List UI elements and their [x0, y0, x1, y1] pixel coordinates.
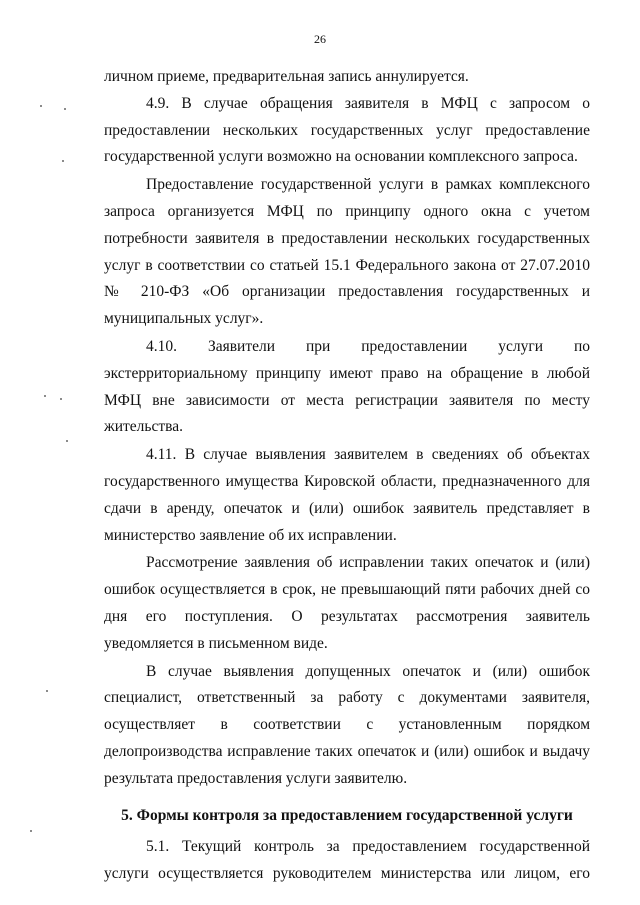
scan-speck: [46, 690, 48, 692]
scan-speck: [44, 395, 46, 397]
paragraph-correction-specialist: В случае выявления допущенных опечаток и (или) ошибок специалист, ответственный за работу с документами заявителя, осуществляет в соответствии с установленным порядком делопроизводства исправление таких опечаток и (или) ошибок и выдачу результата предоставления услуги заявителю.: [104, 662, 590, 787]
scan-speck: [64, 108, 66, 110]
section-heading: 5. Формы контроля за предоставлением государственной услуги: [121, 806, 573, 824]
paragraph-4-9: 4.9. В случае обращения заявителя в МФЦ с запросом о предоставлении нескольких государственных услуг предоставление государственной услуги возможно на основании комплексного запроса.: [104, 94, 590, 166]
paragraph-continuation: личном приеме, предварительная запись аннулируется.: [104, 68, 469, 85]
scan-speck: [60, 398, 62, 400]
page-number: 26: [314, 32, 326, 46]
paragraph-5-1: 5.1. Текущий контроль за предоставлением государственной услуги осуществляется руководителем министерства или лицом, его: [104, 838, 590, 883]
scan-speck: [40, 105, 42, 107]
paragraph-complex-request: Предоставление государственной услуги в рамках комплексного запроса организуется МФЦ по принципу одного окна с учетом потребности заявителя в предоставлении нескольких государственных услуг в соответствии со статьей 15.1 Федерального закона от 27.07.2010 № 210-ФЗ «Об организации предоставления государственных и муниципальных услуг».: [104, 176, 590, 328]
scan-speck: [62, 160, 64, 162]
paragraph-4-10: 4.10. Заявители при предоставлении услуги по экстерриториальному принципу имеют право на обращение в любой МФЦ вне зависимости от места регистрации заявителя по месту жительства.: [104, 337, 590, 436]
paragraph-correction-review: Рассмотрение заявления об исправлении таких опечаток и (или) ошибок осуществляется в срок, не превышающий пяти рабочих дней со дня его поступления. О результатах рассмотрения заявитель уведомляется в письменном виде.: [104, 554, 590, 652]
document-body: [104, 64, 590, 888]
paragraph-4-11: 4.11. В случае выявления заявителем в сведениях об объектах государственного имущества Кировской области, предназначенного для сдачи в аренду, опечаток и (или) ошибок заявитель представляет в министерство заявление об их исправлении.: [104, 446, 590, 544]
scan-speck: [66, 440, 68, 442]
scan-speck: [30, 830, 32, 832]
